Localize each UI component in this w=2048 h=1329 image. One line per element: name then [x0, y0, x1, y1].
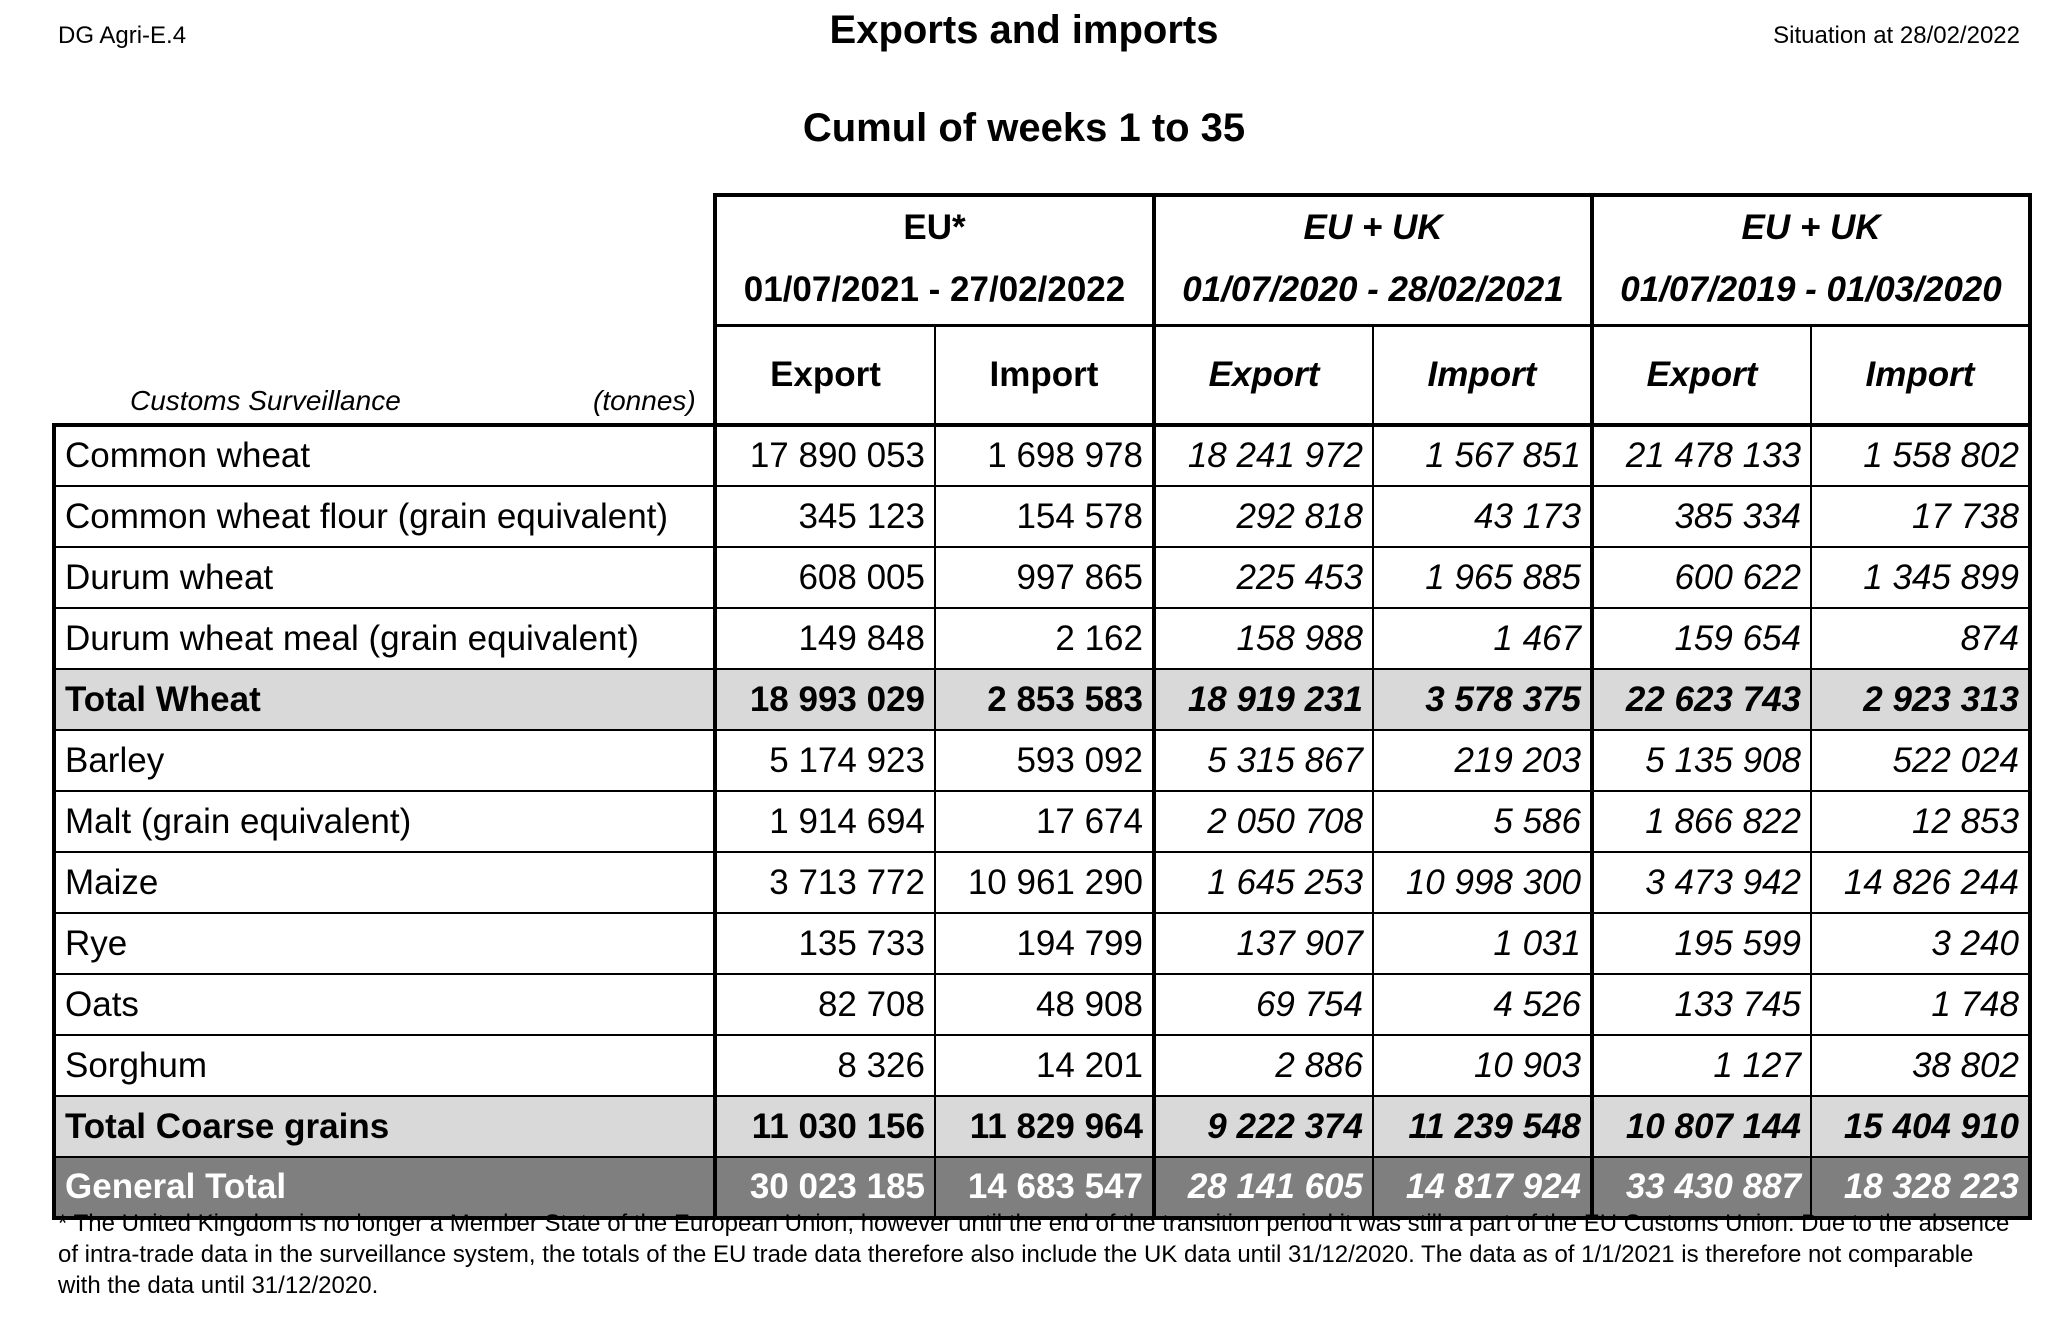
- exports-imports-table: [52, 193, 2032, 1220]
- value-cell: 219 203: [1373, 730, 1592, 791]
- value-cell: 608 005: [715, 547, 935, 608]
- page-subtitle: Cumul of weeks 1 to 35: [802, 106, 1246, 150]
- row-label: Maize: [54, 852, 715, 913]
- value-cell: 18 241 972: [1154, 425, 1373, 486]
- value-cell: 874: [1811, 608, 2030, 669]
- value-cell: 1 965 885: [1373, 547, 1592, 608]
- value-cell: 3 473 942: [1592, 852, 1811, 913]
- table-row: [54, 547, 2030, 608]
- value-cell: 5 174 923: [715, 730, 935, 791]
- group-header-eu: [715, 195, 1154, 325]
- value-cell: 292 818: [1154, 486, 1373, 547]
- value-cell: 1 748: [1811, 974, 2030, 1035]
- value-cell: 14 201: [935, 1035, 1154, 1096]
- value-cell: 2 050 708: [1154, 791, 1373, 852]
- value-cell: 3 240: [1811, 913, 2030, 974]
- units-label: (tonnes): [593, 385, 696, 416]
- value-cell: 1 567 851: [1373, 425, 1592, 486]
- value-cell: 11 239 548: [1373, 1096, 1592, 1157]
- group-header-eu-uk-2020: [1154, 195, 1592, 325]
- value-cell: 1 345 899: [1811, 547, 2030, 608]
- value-cell: 2 853 583: [935, 669, 1154, 730]
- value-cell: 2 162: [935, 608, 1154, 669]
- value-cell: 17 738: [1811, 486, 2030, 547]
- subtotal-row: [54, 1096, 2030, 1157]
- value-cell: 1 467: [1373, 608, 1592, 669]
- table-row: [54, 913, 2030, 974]
- subtotal-row: [54, 669, 2030, 730]
- table-row: [54, 608, 2030, 669]
- table-row: [54, 852, 2030, 913]
- value-cell: 194 799: [935, 913, 1154, 974]
- group-period: 01/07/2020 - 28/02/2021: [1182, 270, 1564, 309]
- value-cell: 593 092: [935, 730, 1154, 791]
- table-row: [54, 486, 2030, 547]
- value-cell: 18 919 231: [1154, 669, 1373, 730]
- group-header-row: [54, 195, 2030, 325]
- col-header-eu-import: Import: [935, 325, 1154, 425]
- value-cell: 1 645 253: [1154, 852, 1373, 913]
- col-header-2020-export: Export: [1154, 325, 1373, 425]
- row-label: General Total: [54, 1157, 715, 1218]
- row-label: Malt (grain equivalent): [54, 791, 715, 852]
- value-cell: 33 430 887: [1592, 1157, 1811, 1218]
- value-cell: 5 586: [1373, 791, 1592, 852]
- row-label: Oats: [54, 974, 715, 1035]
- value-cell: 2 923 313: [1811, 669, 2030, 730]
- value-cell: 600 622: [1592, 547, 1811, 608]
- value-cell: 9 222 374: [1154, 1096, 1373, 1157]
- value-cell: 43 173: [1373, 486, 1592, 547]
- footnote: * The United Kingdom is no longer a Member State of the European Union, however until the end of the transition period it was still a part of the EU Customs Union. Due to the absence of intra-trade data in the surveillance system, the totals of the EU trade data therefore also include the UK data until 31/12/2020. The data as of 1/1/2021 is therefore not comparable with the data until 31/12/2020.: [58, 1210, 2010, 1299]
- value-cell: 158 988: [1154, 608, 1373, 669]
- value-cell: 1 866 822: [1592, 791, 1811, 852]
- value-cell: 22 623 743: [1592, 669, 1811, 730]
- group-name: EU*: [903, 208, 966, 247]
- value-cell: 12 853: [1811, 791, 2030, 852]
- value-cell: 10 998 300: [1373, 852, 1592, 913]
- col-header-2019-import: Import: [1811, 325, 2030, 425]
- value-cell: 385 334: [1592, 486, 1811, 547]
- value-cell: 4 526: [1373, 974, 1592, 1035]
- value-cell: 18 993 029: [715, 669, 935, 730]
- col-header-2020-import: Import: [1373, 325, 1592, 425]
- value-cell: 14 817 924: [1373, 1157, 1592, 1218]
- group-name: EU + UK: [1741, 208, 1881, 247]
- group-header-eu-uk-2019: [1592, 195, 2030, 325]
- value-cell: 10 807 144: [1592, 1096, 1811, 1157]
- group-period: 01/07/2021 - 27/02/2022: [743, 270, 1126, 309]
- value-cell: 1 031: [1373, 913, 1592, 974]
- value-cell: 10 961 290: [935, 852, 1154, 913]
- situation-date: Situation at 28/02/2022: [1773, 22, 2020, 49]
- value-cell: 3 713 772: [715, 852, 935, 913]
- value-cell: 149 848: [715, 608, 935, 669]
- row-label: Sorghum: [54, 1035, 715, 1096]
- value-cell: 5 315 867: [1154, 730, 1373, 791]
- value-cell: 5 135 908: [1592, 730, 1811, 791]
- page-title: Exports and imports: [829, 8, 1219, 52]
- row-label: Common wheat: [54, 425, 715, 486]
- value-cell: 14 826 244: [1811, 852, 2030, 913]
- value-cell: 1 698 978: [935, 425, 1154, 486]
- value-cell: 133 745: [1592, 974, 1811, 1035]
- value-cell: 1 914 694: [715, 791, 935, 852]
- value-cell: 195 599: [1592, 913, 1811, 974]
- table-row: [54, 974, 2030, 1035]
- row-label: Barley: [54, 730, 715, 791]
- customs-surveillance-label: Customs Surveillance: [130, 385, 401, 416]
- table-row: [54, 791, 2030, 852]
- row-label: Total Coarse grains: [54, 1096, 715, 1157]
- value-cell: 10 903: [1373, 1035, 1592, 1096]
- value-cell: 28 141 605: [1154, 1157, 1373, 1218]
- value-cell: 30 023 185: [715, 1157, 935, 1218]
- value-cell: 21 478 133: [1592, 425, 1811, 486]
- value-cell: 345 123: [715, 486, 935, 547]
- value-cell: 522 024: [1811, 730, 2030, 791]
- value-cell: 137 907: [1154, 913, 1373, 974]
- row-label: Durum wheat: [54, 547, 715, 608]
- col-header-2019-export: Export: [1592, 325, 1811, 425]
- value-cell: 159 654: [1592, 608, 1811, 669]
- value-cell: 18 328 223: [1811, 1157, 2030, 1218]
- value-cell: 154 578: [935, 486, 1154, 547]
- value-cell: 48 908: [935, 974, 1154, 1035]
- table-row: [54, 730, 2030, 791]
- value-cell: 997 865: [935, 547, 1154, 608]
- value-cell: 135 733: [715, 913, 935, 974]
- units-cell: [54, 195, 715, 425]
- value-cell: 15 404 910: [1811, 1096, 2030, 1157]
- row-label: Total Wheat: [54, 669, 715, 730]
- row-label: Rye: [54, 913, 715, 974]
- value-cell: 17 674: [935, 791, 1154, 852]
- table-row: [54, 1035, 2030, 1096]
- col-header-eu-export: Export: [715, 325, 935, 425]
- value-cell: 1 558 802: [1811, 425, 2030, 486]
- value-cell: 11 030 156: [715, 1096, 935, 1157]
- row-label: Durum wheat meal (grain equivalent): [54, 608, 715, 669]
- table-row: [54, 425, 2030, 486]
- group-name: EU + UK: [1303, 208, 1443, 247]
- row-label: Common wheat flour (grain equivalent): [54, 486, 715, 547]
- value-cell: 69 754: [1154, 974, 1373, 1035]
- value-cell: 225 453: [1154, 547, 1373, 608]
- value-cell: 38 802: [1811, 1035, 2030, 1096]
- value-cell: 82 708: [715, 974, 935, 1035]
- value-cell: 17 890 053: [715, 425, 935, 486]
- value-cell: 11 829 964: [935, 1096, 1154, 1157]
- value-cell: 8 326: [715, 1035, 935, 1096]
- group-period: 01/07/2019 - 01/03/2020: [1620, 270, 2002, 309]
- value-cell: 2 886: [1154, 1035, 1373, 1096]
- department-label: DG Agri-E.4: [58, 22, 187, 49]
- value-cell: 14 683 547: [935, 1157, 1154, 1218]
- value-cell: 3 578 375: [1373, 669, 1592, 730]
- value-cell: 1 127: [1592, 1035, 1811, 1096]
